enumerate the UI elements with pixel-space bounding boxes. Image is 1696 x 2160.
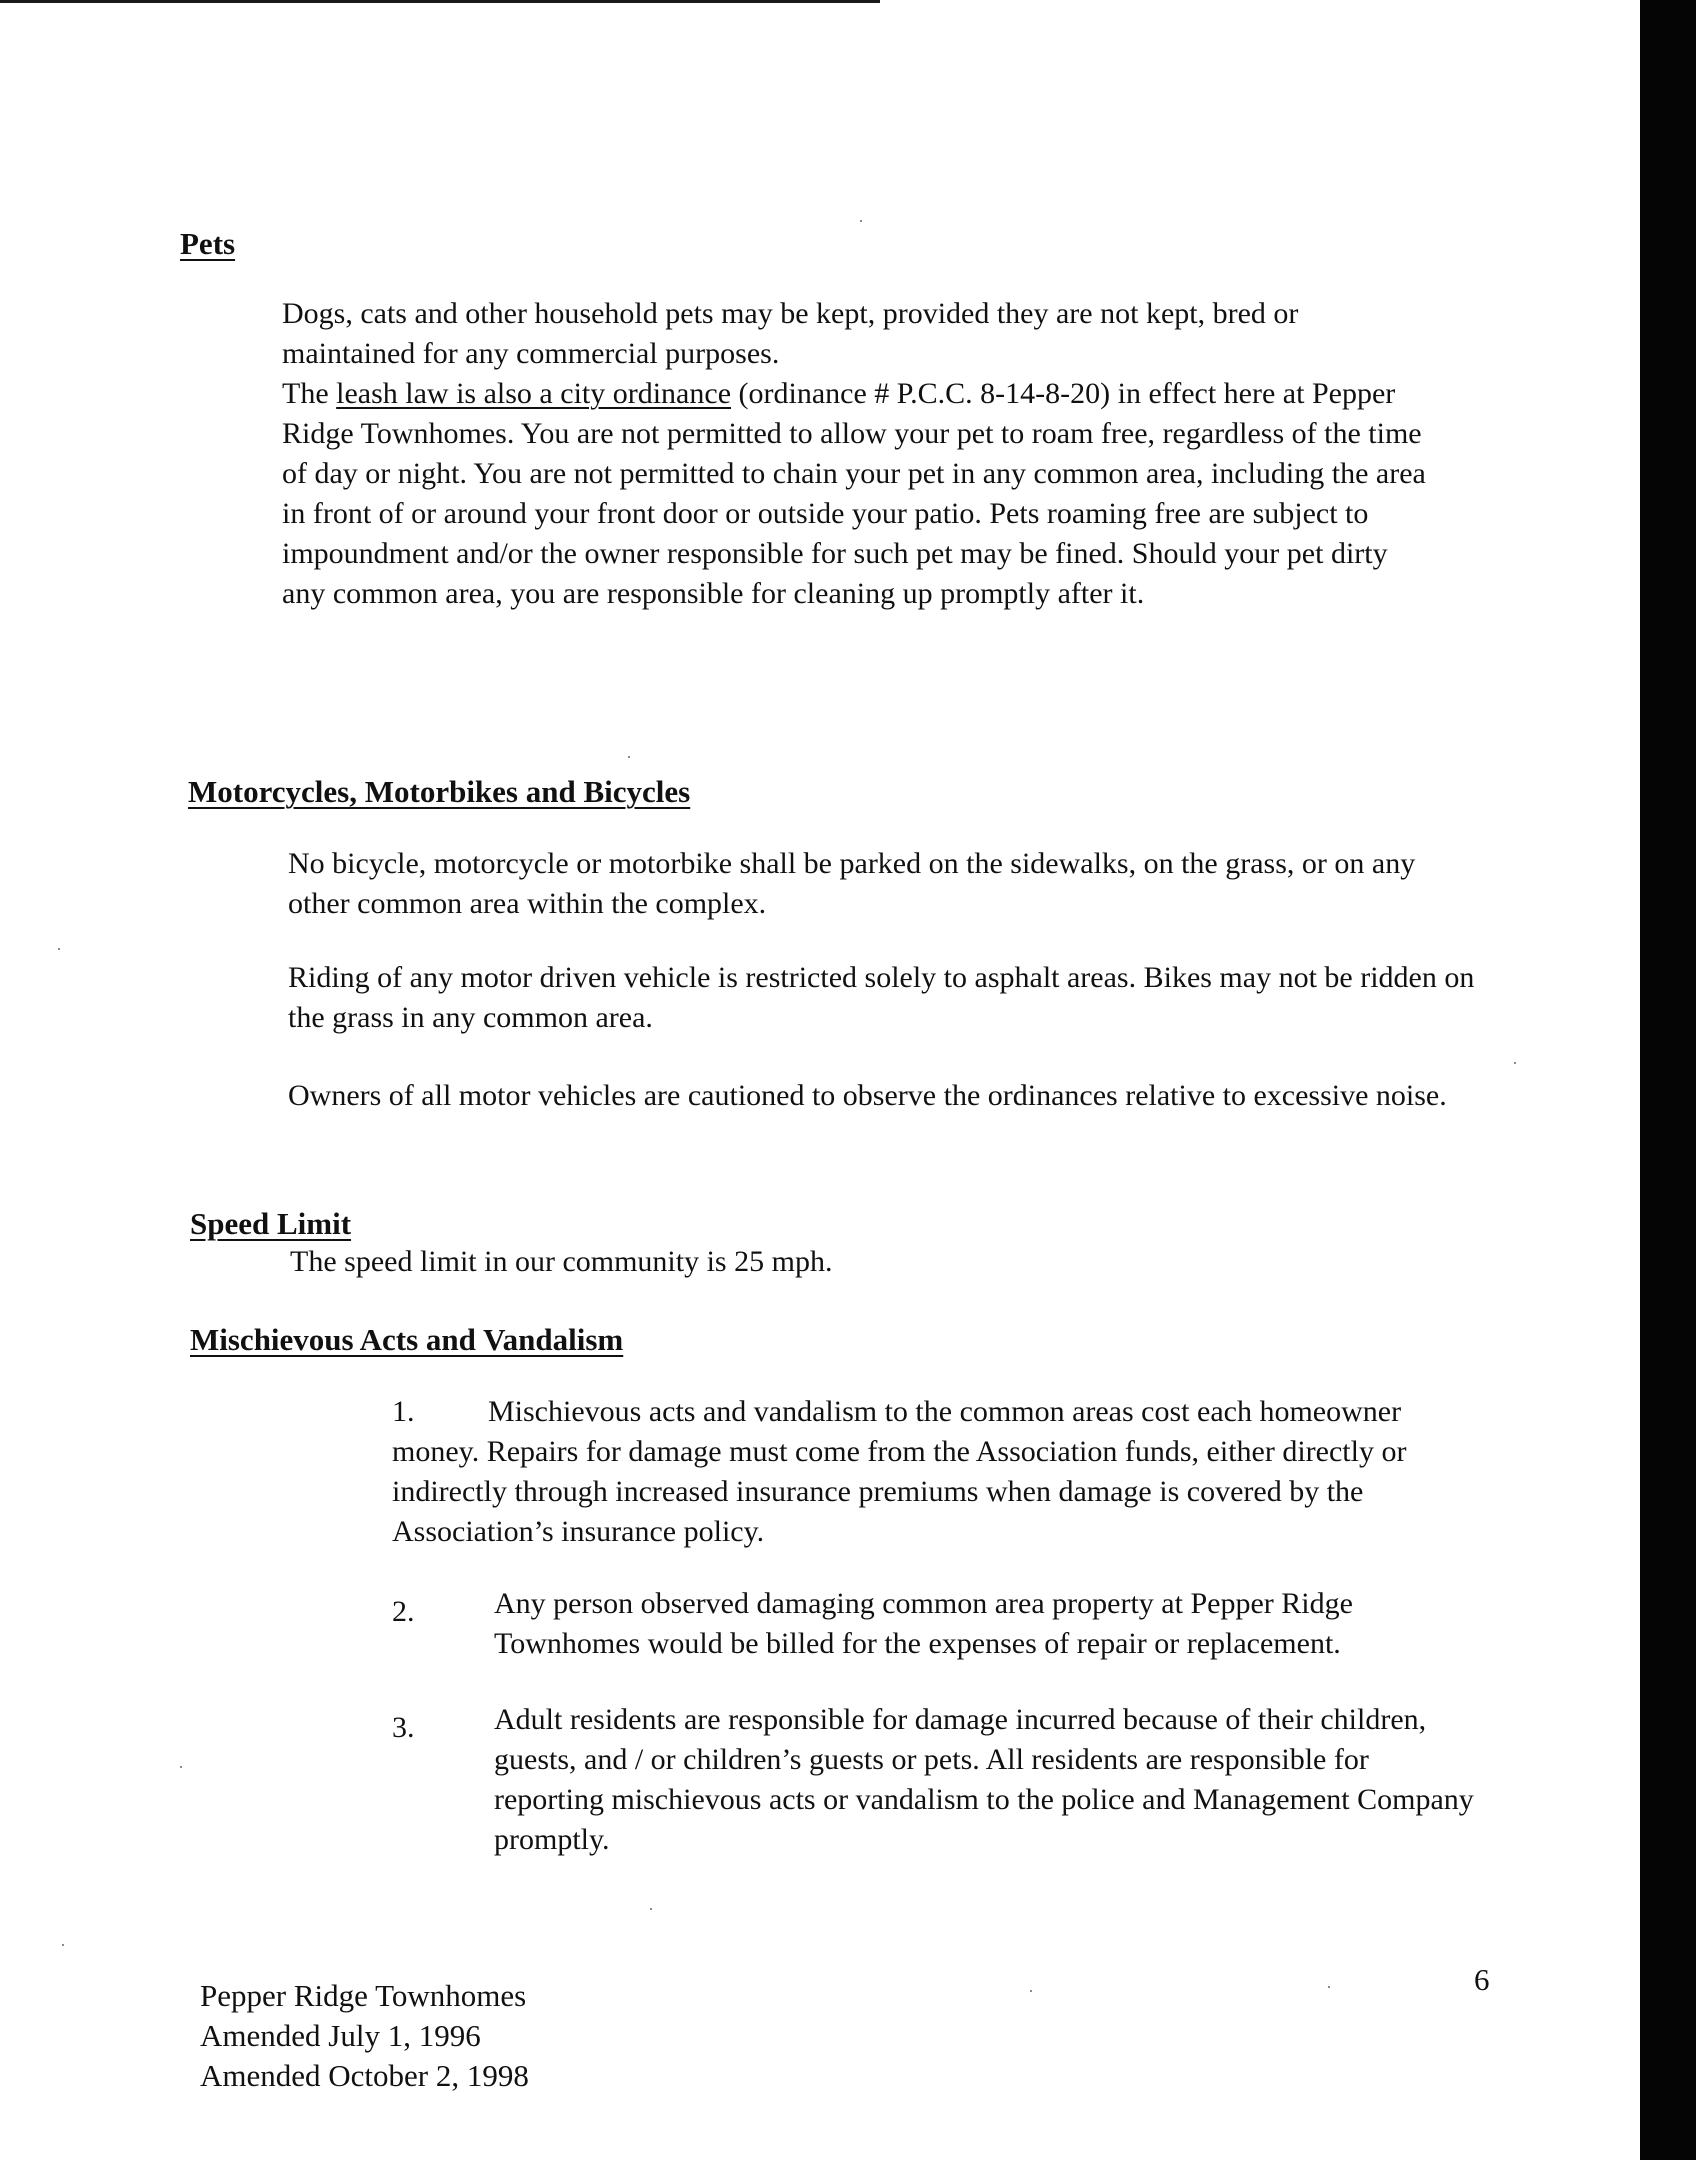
motorcycles-paragraph-1: No bicycle, motorcycle or motorbike shall be parked on the sidewalks, on the grass, or on any other common area within the complex. (288, 847, 1416, 920)
scan-speck (62, 1944, 64, 1946)
vandalism-item-1-text: Mischievous acts and vandalism to the common areas cost each homeowner money. Repairs for damage must come from the Association funds, either directly or indirectly through increased insurance premiums when damage is covered by the Association’s insurance policy. (392, 1395, 1407, 1548)
footer-community-name: Pepper Ridge Townhomes (200, 1978, 527, 2013)
vandalism-item-2-text: Any person observed damaging common area property at Pepper Ridge Townhomes would be billed for the expenses of repair or replacement. (494, 1587, 1353, 1660)
page-number: 6 (1474, 1962, 1490, 1997)
scan-speck (180, 1766, 182, 1768)
scan-speck (1030, 1990, 1032, 1992)
pets-paragraph-2 (282, 374, 1434, 614)
scan-speck (650, 1908, 652, 1910)
vandalism-item-1 (392, 1392, 1484, 1552)
scan-top-edge (0, 0, 880, 3)
scan-speck (860, 220, 862, 222)
pets-heading: Pets (180, 226, 236, 261)
vandalism-item-2-number: 2. (392, 1595, 415, 1628)
speed-limit-heading: Speed Limit (190, 1206, 352, 1241)
vandalism-item-3-text: Adult residents are responsible for damage incurred because of their children, guests, and / or children’s guests or pets. All residents are responsible for reporting mischievous acts or vandalism to the police and Management Company promptly. (494, 1703, 1474, 1856)
leash-law-text: leash law is also a city ordinance (336, 377, 732, 410)
pets-paragraph-2-rest: (ordinance # P.C.C. 8-14-8-20) in effect here at Pepper Ridge Townhomes. You are not permitted to allow your pet to roam free, regardless of the time of day or night. You are not permitted to chain your pet in any common area, including the area in front of or around your front door or outside your patio. Pets roaming free are subject to impoundment and/or the owner responsible for such pet may be fined. Should your pet dirty any common area, you are responsible for cleaning up promptly after it. (282, 377, 1426, 610)
vandalism-item-3-number: 3. (392, 1711, 415, 1744)
motorcycles-paragraph-3: Owners of all motor vehicles are cautioned to observe the ordinances relative to excessive noise. (288, 1079, 1447, 1112)
pets-paragraph-2-lead: The (282, 377, 337, 410)
scan-speck (1328, 1986, 1330, 1988)
scan-right-margin (1640, 0, 1696, 2160)
vandalism-heading: Mischievous Acts and Vandalism (190, 1322, 624, 1357)
motorcycles-heading: Motorcycles, Motorbikes and Bicycles (188, 774, 691, 809)
speed-limit-text: The speed limit in our community is 25 mph. (290, 1245, 833, 1278)
pets-paragraph-1: Dogs, cats and other household pets may be kept, provided they are not kept, bred or maintained for any commercial purposes. (282, 297, 1299, 370)
footer-amended-1996: Amended July 1, 1996 (200, 2018, 481, 2053)
footer-amended-1998: Amended October 2, 1998 (200, 2058, 529, 2093)
scan-speck (628, 756, 630, 758)
scan-speck (1514, 1062, 1516, 1064)
motorcycles-paragraph-2: Riding of any motor driven vehicle is restricted solely to asphalt areas. Bikes may not be ridden on the grass in any common area. (288, 961, 1475, 1034)
vandalism-item-1-number: 1. (392, 1395, 415, 1428)
scan-speck (58, 948, 60, 950)
